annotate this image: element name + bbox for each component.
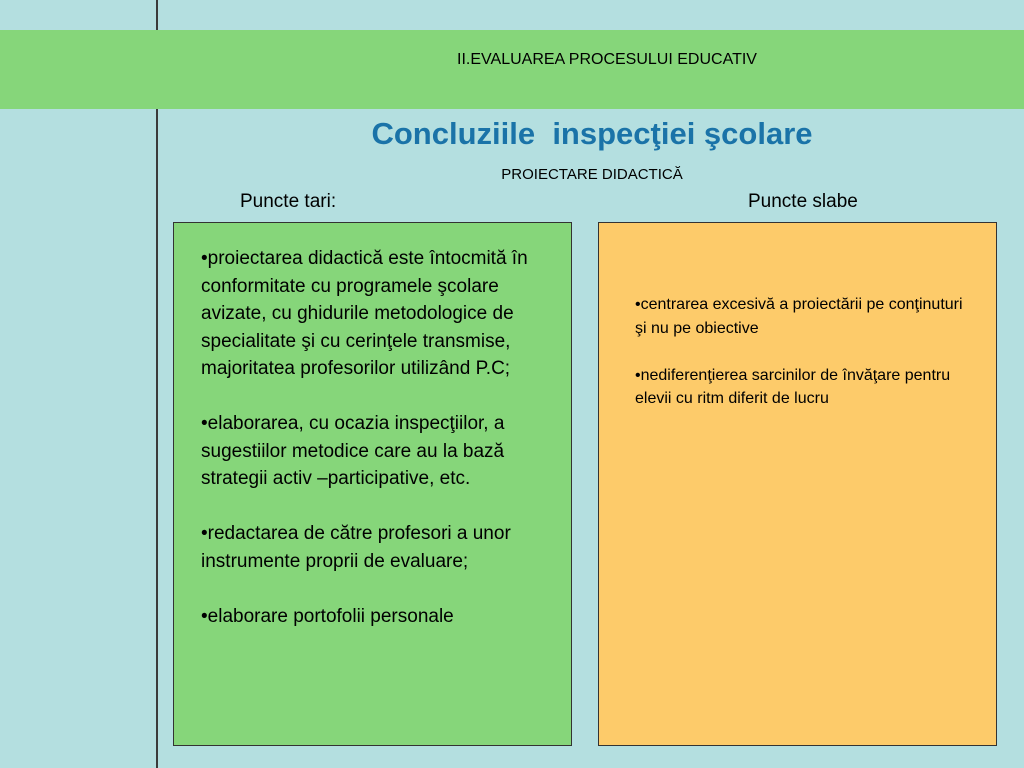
- strengths-heading-label: Puncte tari: [240, 191, 331, 212]
- strengths-heading: [240, 191, 336, 213]
- strength-item: •redactarea de către profesori a unor instrumente proprii de evaluare;: [201, 523, 511, 572]
- weaknesses-heading: Puncte slabe: [748, 191, 858, 212]
- weakness-item: •nediferenţierea sarcinilor de învăţare pentru elevii cu ritm diferit de lucru: [635, 366, 951, 407]
- slide-title: Concluziile inspecţiei şcolare: [371, 116, 813, 151]
- slide-vertical-divider: [156, 0, 158, 768]
- header-title: II.EVALUAREA PROCESULUI EDUCATIV: [457, 51, 757, 68]
- weakness-item: •centrarea excesivă a proiectării pe conţinuturi şi nu pe obiective: [635, 296, 963, 337]
- header-band: [0, 30, 1024, 109]
- strength-item: •elaborare portofolii personale: [201, 605, 454, 627]
- strengths-heading-colon: :: [330, 191, 337, 212]
- weaknesses-box: [598, 222, 997, 746]
- strength-item: •proiectarea didactică este întocmită în conformitate cu programele şcolare avizate, cu ghidurile metodologice de specialitate şi cu cerinţele transmise, majoritatea profesorilor utilizând P.C;: [201, 248, 528, 379]
- strengths-box: [173, 222, 572, 746]
- slide-subtitle: PROIECTARE DIDACTICĂ: [501, 166, 683, 183]
- strength-item: •elaborarea, cu ocazia inspecţiilor, a sugestiilor metodice care au la bază strategii activ –participative, etc.: [201, 413, 505, 489]
